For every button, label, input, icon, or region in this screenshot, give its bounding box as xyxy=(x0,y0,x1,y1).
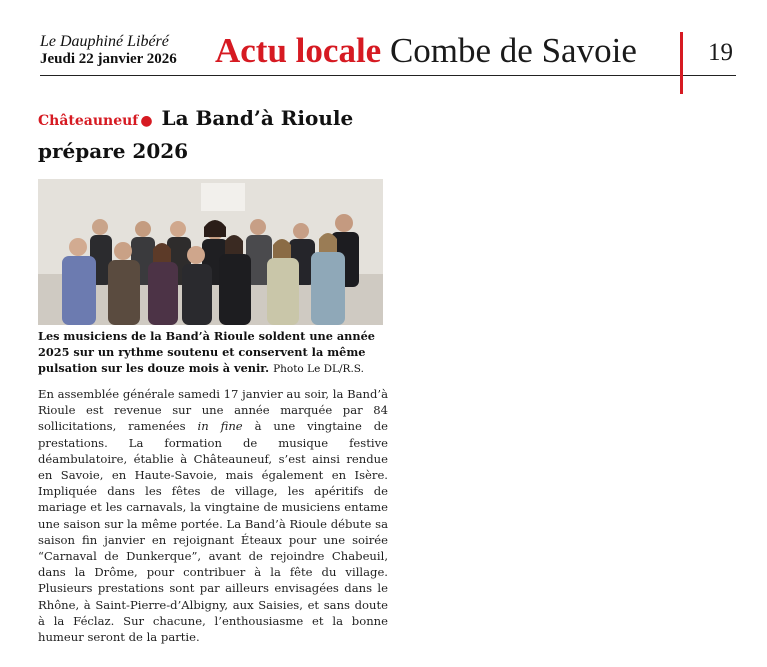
group-photo-illustration xyxy=(38,179,383,325)
article-body xyxy=(38,386,388,645)
subsection-label: Combe de Savoie xyxy=(389,31,637,70)
photo-credit: Photo Le DL/R.S. xyxy=(273,363,364,375)
issue-date: Jeudi 22 janvier 2026 xyxy=(40,51,177,67)
page-number: 19 xyxy=(708,39,733,66)
section-label: Actu locale xyxy=(215,31,382,70)
body-part-1: En assemblée générale samedi 17 janvier au soir, la Band’à Rioule est revenue sur une année marquée par 84 sollicitations, ramenées xyxy=(38,387,388,434)
newspaper-name: Le Dauphiné Libéré xyxy=(40,33,169,50)
article-headline xyxy=(38,103,388,166)
article-locality: Châteauneuf xyxy=(38,113,139,129)
photo-caption xyxy=(38,328,388,377)
header-divider xyxy=(680,32,683,94)
caption-text: Les musiciens de la Band’à Rioule soldent une année 2025 sur un rythme soutenu et conservent la même pulsation sur les douze mois à venir. xyxy=(38,329,375,375)
article-title: La Band’à Rioule prépare 2026 xyxy=(38,106,354,163)
body-part-2: à une vingtaine de prestations. La formation de musique festive déambulatoire, établie à Châteauneuf, s’est ainsi rendue en Savoie, en Haute-Savoie, mais également en Isère. Impliquée dans les fêtes de village, les apéritifs de mariage et les carnavals, la vingtaine de musiciens entame une saison sur la même portée. La Band’à Rioule débute sa saison fin janvier en rejoignant Éteaux pour une soirée “Carnaval de Dunkerque”, avant de rejoindre Chabeuil, dans la Drôme, pour contribuer à la fête du village. Plusieurs prestations sont par ailleurs envisagées dans le Rhône, à Saint-Pierre-d’Albigny, aux Saisies, et sans doute à la Féclaz. Sur chacune, l’enthousiasme et la bonne humeur seront de la partie. xyxy=(38,419,389,645)
header-rule xyxy=(40,75,736,76)
bullet-dot-icon: ● xyxy=(140,113,153,129)
section-title xyxy=(215,30,637,72)
body-italic: in fine xyxy=(197,419,243,434)
article-photo xyxy=(38,179,383,325)
